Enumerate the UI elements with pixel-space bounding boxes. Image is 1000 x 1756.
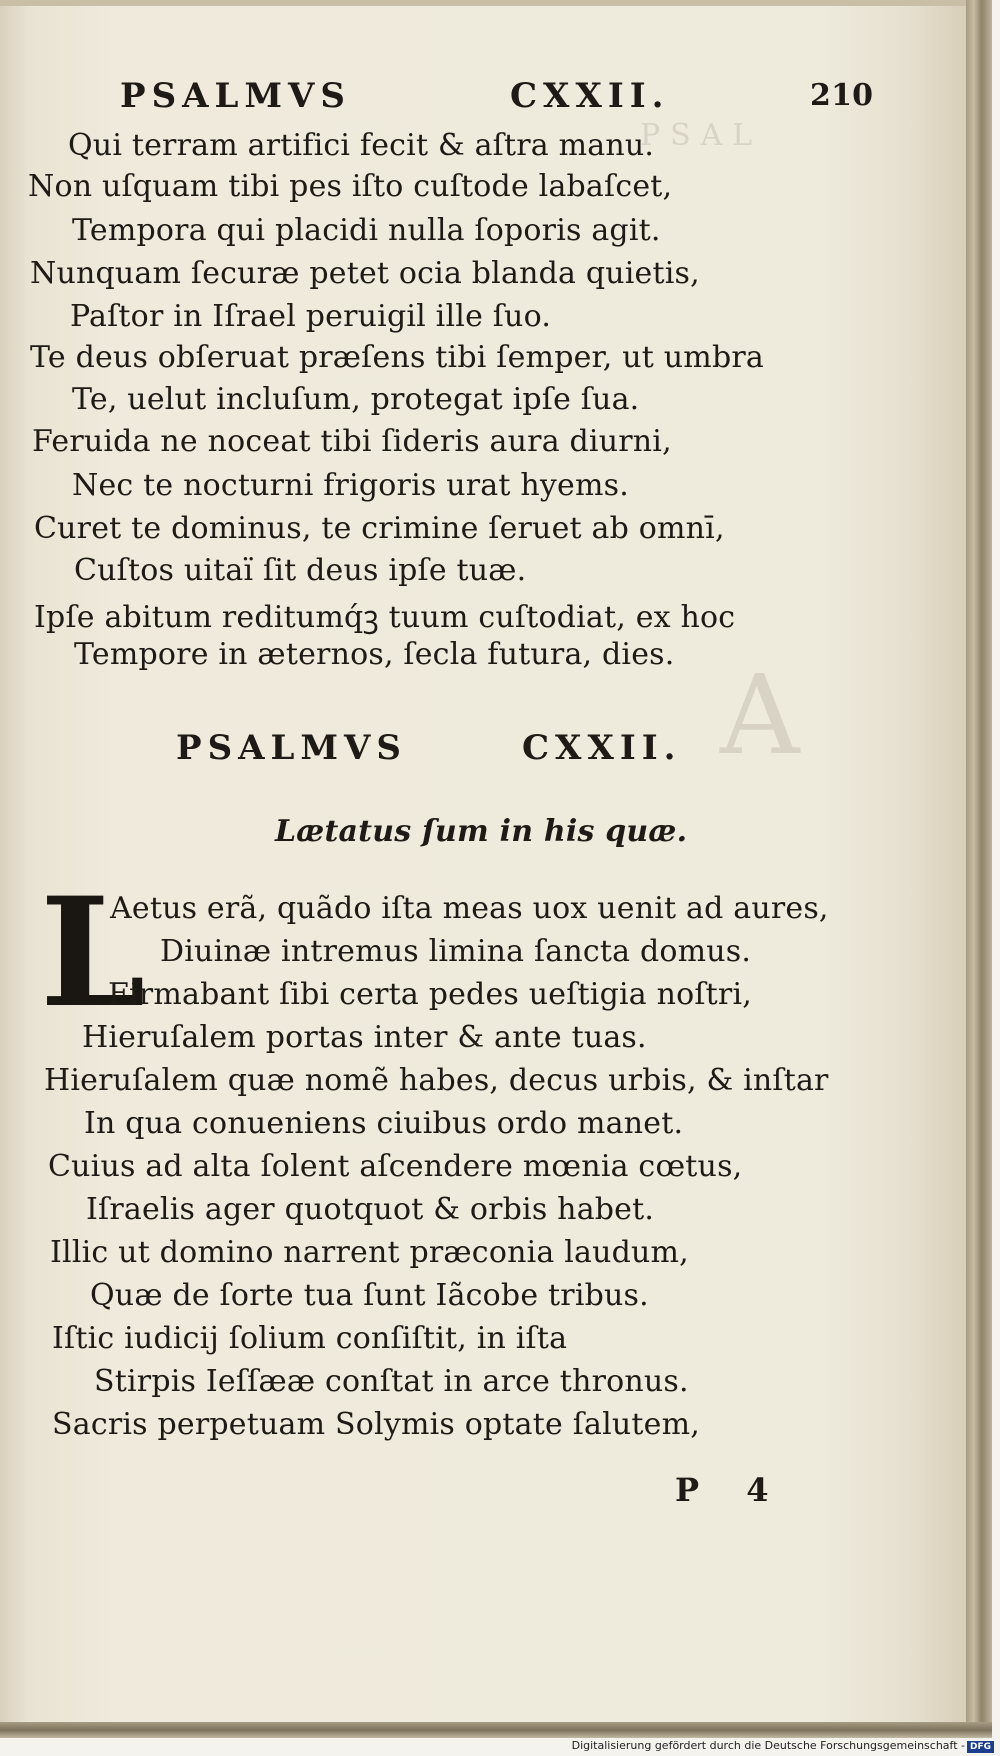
verse-line: Tempora qui placidi nulla ſoporis agit. <box>72 213 661 248</box>
signature-mark: P 4 <box>675 1471 787 1509</box>
verse-line: Nec te nocturni frigoris urat hyems. <box>72 468 629 503</box>
running-head-title: PSALMVS <box>120 76 351 116</box>
verse-line: Ipſe abitum reditumq́ꝫ tuum cuſtodiat, ex hoc <box>34 600 736 635</box>
verse-line: Feruida ne noceat tibi ſideris aura diurni, <box>32 424 672 459</box>
psalm-incipit: Lætatus ſum in his quæ. <box>275 814 688 849</box>
verse-line: Firmabant ſibi certa pedes ueſtigia noſtri, <box>108 977 753 1012</box>
verse-line: Quæ de ſorte tua ſunt Iãcobe tribus. <box>90 1278 649 1313</box>
verse-line: In qua conueniens ciuibus ordo manet. <box>84 1106 684 1141</box>
page-fore-edge <box>966 0 992 1736</box>
verse-line: Te, uelut incluſum, protegat ipſe ſua. <box>72 382 640 417</box>
verse-line: Nunquam ſecuræ petet ocia blanda quietis, <box>30 256 700 291</box>
verse-line: Sacris perpetuam Solymis optate ſalutem, <box>52 1407 700 1442</box>
drop-cap-initial: L <box>40 865 146 1041</box>
show-through-letter: A <box>720 651 800 779</box>
psalm-heading-title: PSALMVS <box>176 728 407 768</box>
verse-line: Cuſtos uitaï ſit deus ipſe tuæ. <box>74 553 527 588</box>
verse-line: Cuius ad alta ſolent aſcendere mœnia cœtus, <box>48 1149 743 1184</box>
page-bottom-edge <box>0 1722 992 1738</box>
verse-line: Hieruſalem quæ nomẽ habes, decus urbis, & inſtar <box>44 1063 829 1098</box>
show-through-text: P S A L <box>640 118 753 153</box>
running-head-number: CXXII. <box>510 76 670 116</box>
verse-line: Te deus obſeruat præſens tibi ſemper, ut umbra <box>30 340 764 375</box>
verse-line: Paſtor in Iſrael peruigil ille ſuo. <box>70 299 552 334</box>
digitization-credit <box>572 1739 994 1753</box>
dfg-logo-icon: DFG <box>967 1741 994 1753</box>
verse-line: Iſraelis ager quotquot & orbis habet. <box>86 1192 655 1227</box>
verse-line: Qui terram artifici fecit & aſtra manu. <box>68 128 655 163</box>
verse-line: Stirpis Ieſſææ conſtat in arce thronus. <box>94 1364 689 1399</box>
verse-line: Non uſquam tibi pes iſto cuſtode labaſcet, <box>28 169 673 204</box>
verse-line: Hieruſalem portas inter & ante tuas. <box>82 1020 647 1055</box>
verse-line: Iſtic iudicij ſolium conſiſtit, in iſta <box>52 1321 568 1356</box>
psalm-heading-number: CXXII. <box>522 728 682 768</box>
credit-text: Digitalisierung gefördert durch die Deutsche Forschungsgemeinschaft - <box>571 1739 965 1752</box>
page-number: 210 <box>810 78 874 113</box>
verse-line: Curet te dominus, te crimine ſeruet ab omnī, <box>34 511 725 546</box>
verse-line: Diuinæ intremus limina ſancta domus. <box>160 934 752 969</box>
verse-line: Tempore in æternos, ſecla futura, dies. <box>74 637 675 672</box>
verse-line: Aetus erã, quãdo iſta meas uox uenit ad aures, <box>110 891 829 926</box>
verse-line: Illic ut domino narrent præconia laudum, <box>50 1235 689 1270</box>
